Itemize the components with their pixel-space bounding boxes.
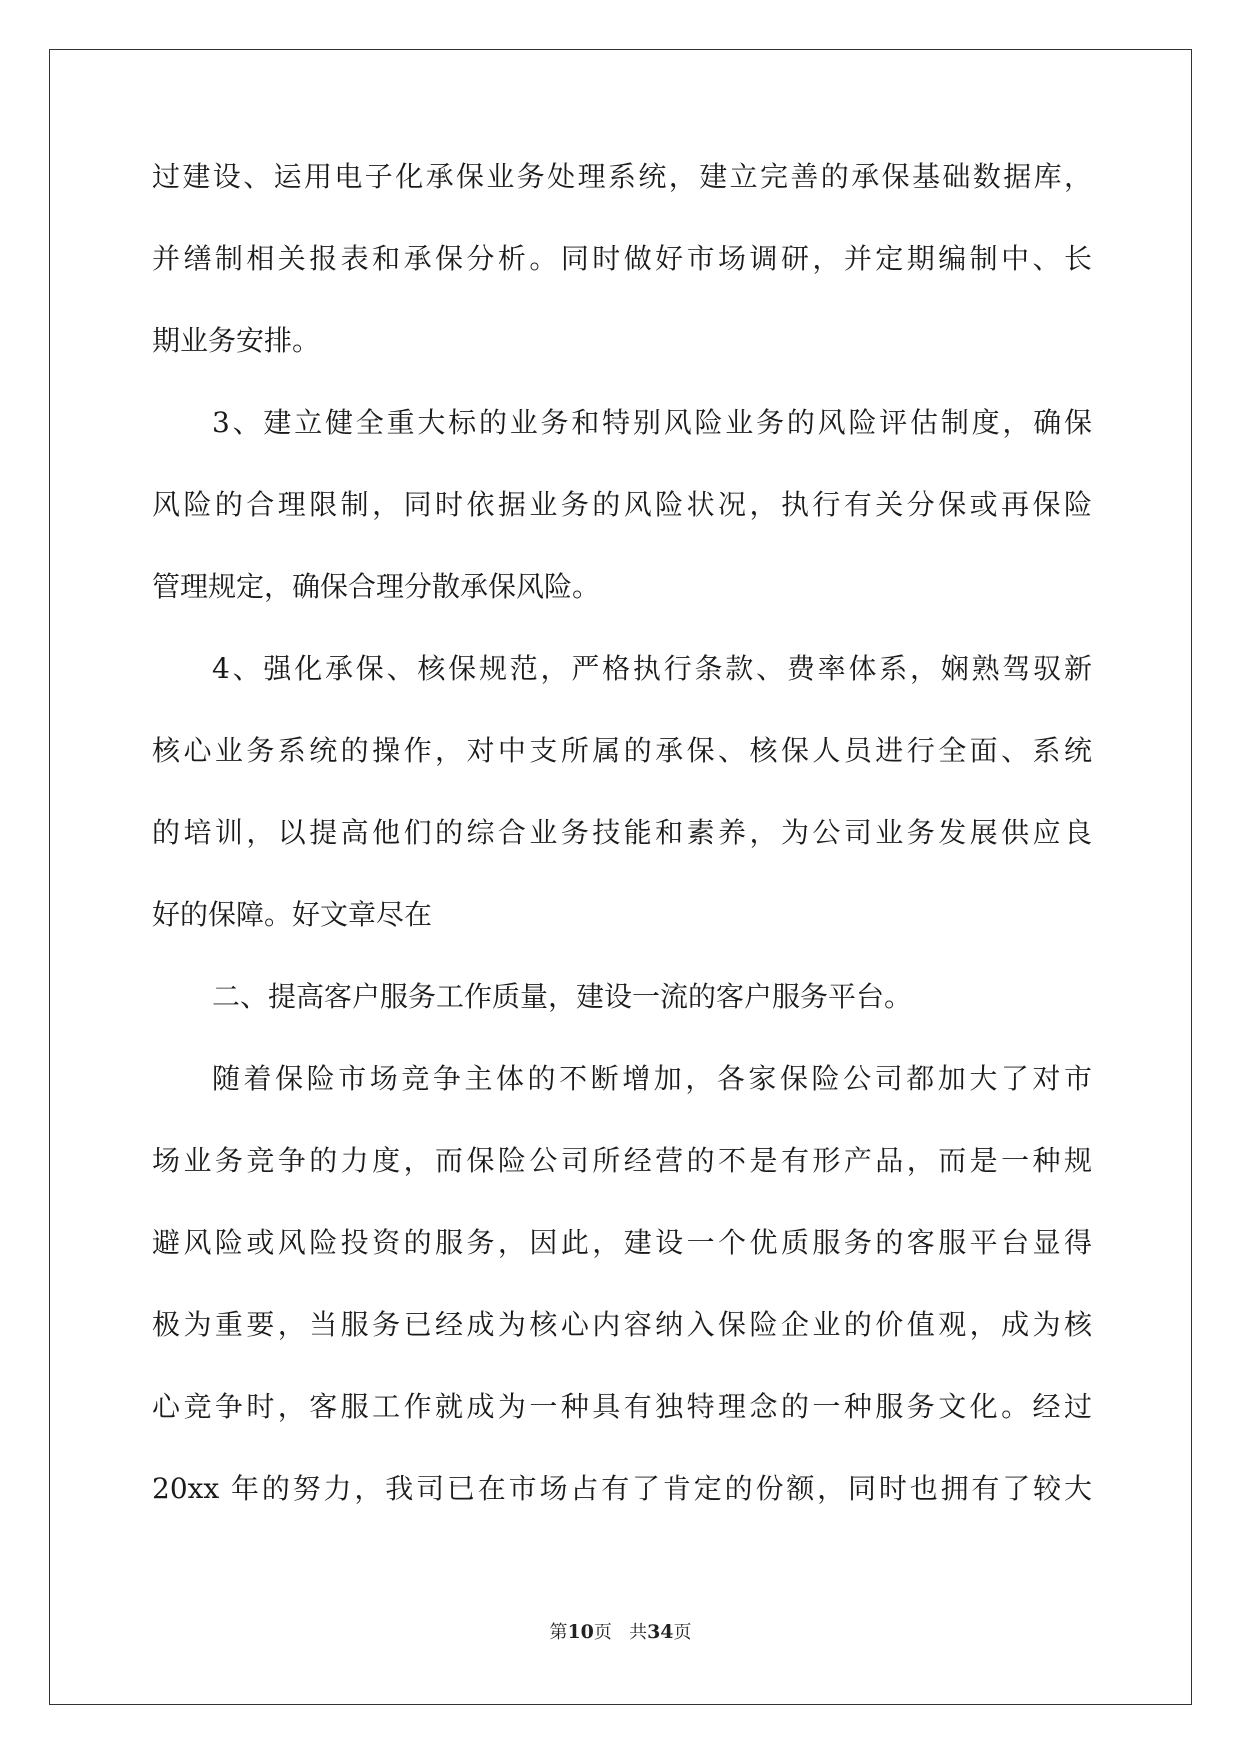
footer-total-suffix: 页 <box>673 1622 692 1643</box>
text-line: 极为重要，当服务已经成为核心内容纳入保险企业的价值观，成为核 <box>152 1308 1092 1341</box>
text-line: 风险的合理限制，同时依据业务的风险状况，执行有关分保或再保险 <box>152 488 1092 521</box>
footer-page-word: 页 <box>593 1622 612 1643</box>
text-line: 随着保险市场竞争主体的不断增加，各家保险公司都加大了对市 <box>212 1062 1092 1095</box>
page-footer <box>0 1621 1241 1644</box>
text-line: 4、强化承保、核保规范，严格执行条款、费率体系，娴熟驾驭新 <box>212 652 1092 685</box>
text-line: 心竞争时，客服工作就成为一种具有独特理念的一种服务文化。经过 <box>152 1390 1092 1423</box>
text-line: 3、建立健全重大标的业务和特别风险业务的风险评估制度，确保 <box>212 406 1092 439</box>
total-pages-number: 34 <box>647 1621 674 1643</box>
text-line: 过建设、运用电子化承保业务处理系统，建立完善的承保基础数据库， <box>152 160 1092 193</box>
current-page-number: 10 <box>567 1621 594 1643</box>
document-body <box>152 160 1092 1554</box>
text-line: 核心业务系统的操作，对中支所属的承保、核保人员进行全面、系统 <box>152 734 1092 767</box>
text-line: 的培训，以提高他们的综合业务技能和素养，为公司业务发展供应良 <box>152 816 1092 849</box>
text-line: 避风险或风险投资的服务，因此，建设一个优质服务的客服平台显得 <box>152 1226 1092 1259</box>
text-line: 管理规定，确保合理分散承保风险。 <box>152 570 601 603</box>
text-line: 并缮制相关报表和承保分析。同时做好市场调研，并定期编制中、长 <box>152 242 1092 275</box>
text-line: 期业务安排。 <box>152 324 321 357</box>
text-line: 场业务竞争的力度，而保险公司所经营的不是有形产品，而是一种规 <box>152 1144 1092 1177</box>
text-line: 20xx 年的努力，我司已在市场占有了肯定的份额，同时也拥有了较大 <box>152 1472 1092 1505</box>
footer-total-prefix: 共 <box>629 1622 648 1643</box>
text-line: 好的保障。好文章尽在 <box>152 898 433 931</box>
text-line: 二、提高客户服务工作质量，建设一流的客户服务平台。 <box>212 980 913 1013</box>
footer-prefix: 第 <box>549 1622 568 1643</box>
